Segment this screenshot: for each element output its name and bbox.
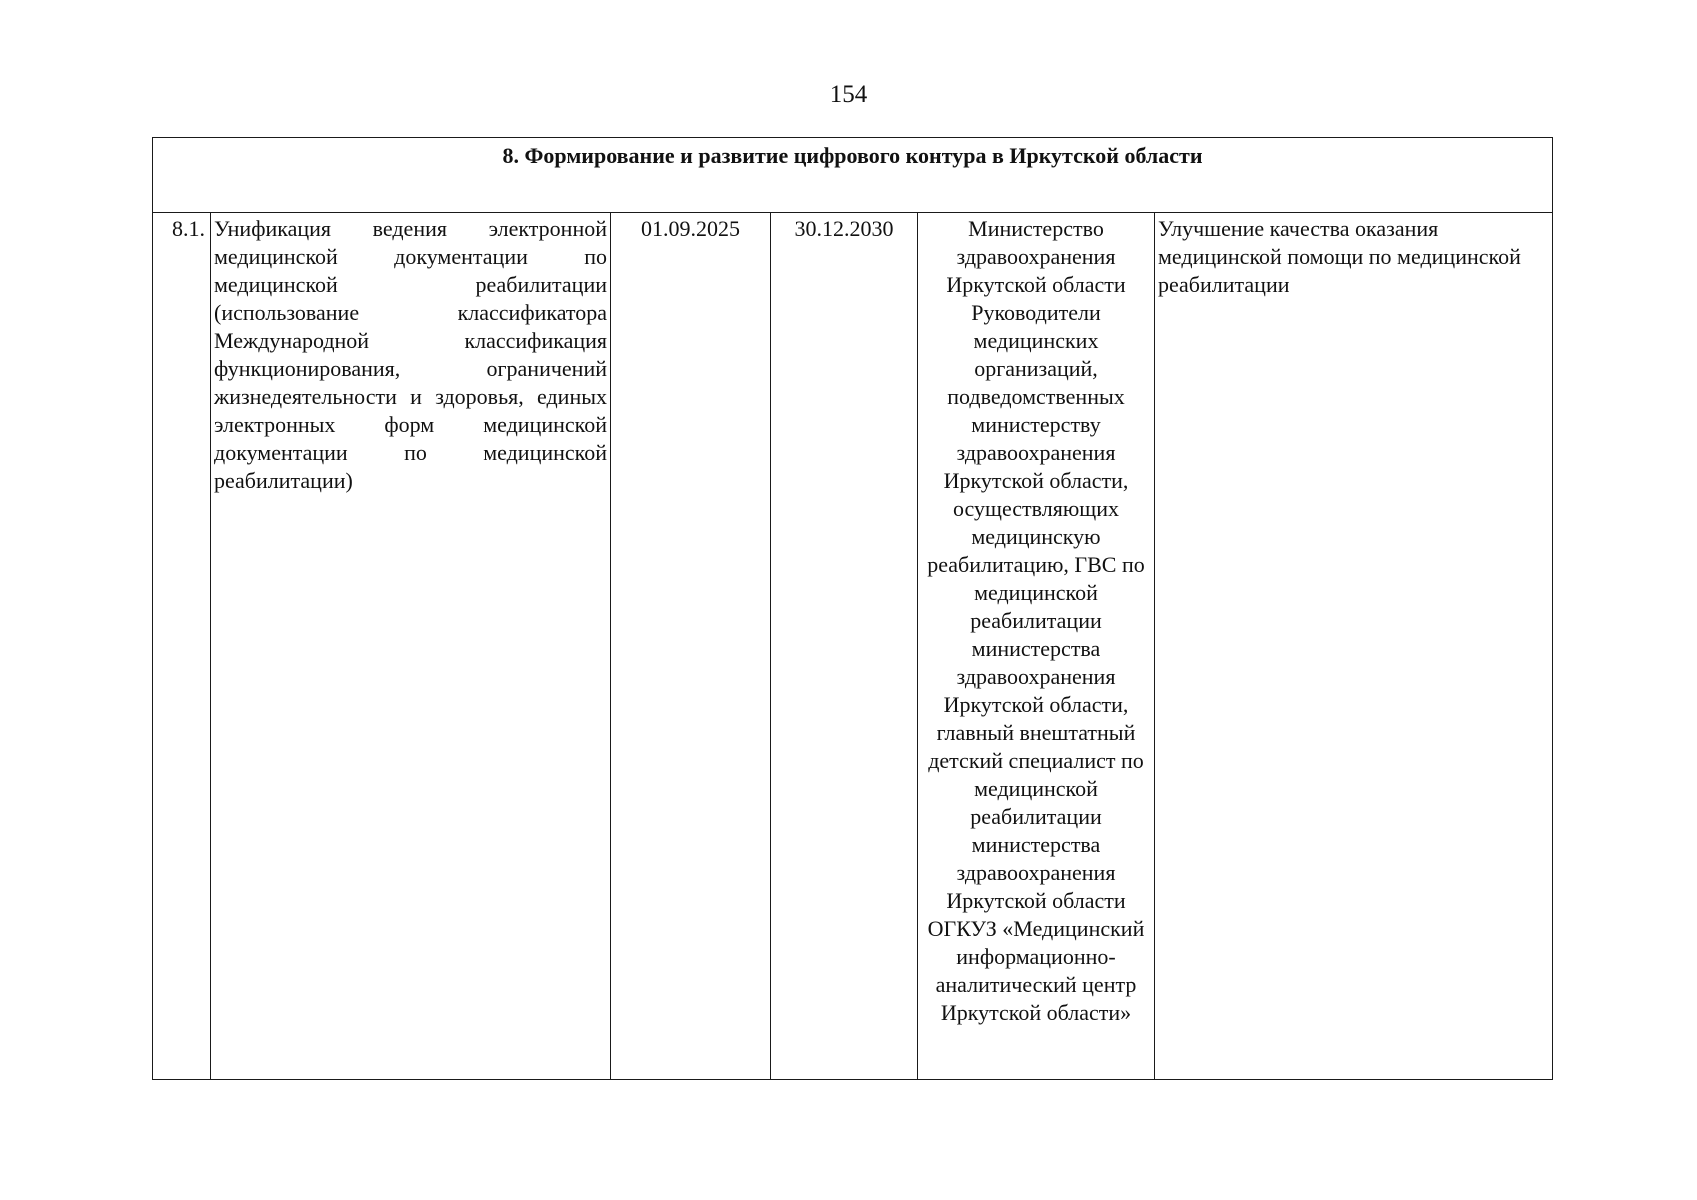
plan-table bbox=[152, 137, 1553, 1080]
row-responsible: Министерство здравоохранения Иркутской области Руководители медицинских организаций, подведомственных министерству здравоохранения Иркутской области, осуществляющих медицинскую реабилитацию, ГВС по медицинской реабилитации министерства здравоохранения Иркутской области, главный внештатный детский специалист по медицинской реабилитации министерства здравоохранения Иркутской области ОГКУЗ «Медицинский информационно-аналитический центр Иркутской области» bbox=[918, 213, 1155, 1080]
row-end-date: 30.12.2030 bbox=[771, 213, 918, 1080]
section-header-row bbox=[153, 138, 1553, 213]
row-result: Улучшение качества оказания медицинской помощи по медицинской реабилитации bbox=[1155, 213, 1553, 1080]
row-description: Унификация ведения электронной медицинской документации по медицинской реабилитации (использование классификатора Международной классификация функционирования, ограничений жизнедеятельности и здоровья, единых электронных форм медицинской документации по медицинской реабилитации) bbox=[211, 213, 611, 1080]
page-number: 154 bbox=[829, 81, 868, 108]
row-start-date: 01.09.2025 bbox=[611, 213, 771, 1080]
row-number: 8.1. bbox=[153, 213, 211, 1080]
section-title: 8. Формирование и развитие цифрового контура в Иркутской области bbox=[153, 138, 1553, 213]
table-row bbox=[153, 213, 1553, 1080]
